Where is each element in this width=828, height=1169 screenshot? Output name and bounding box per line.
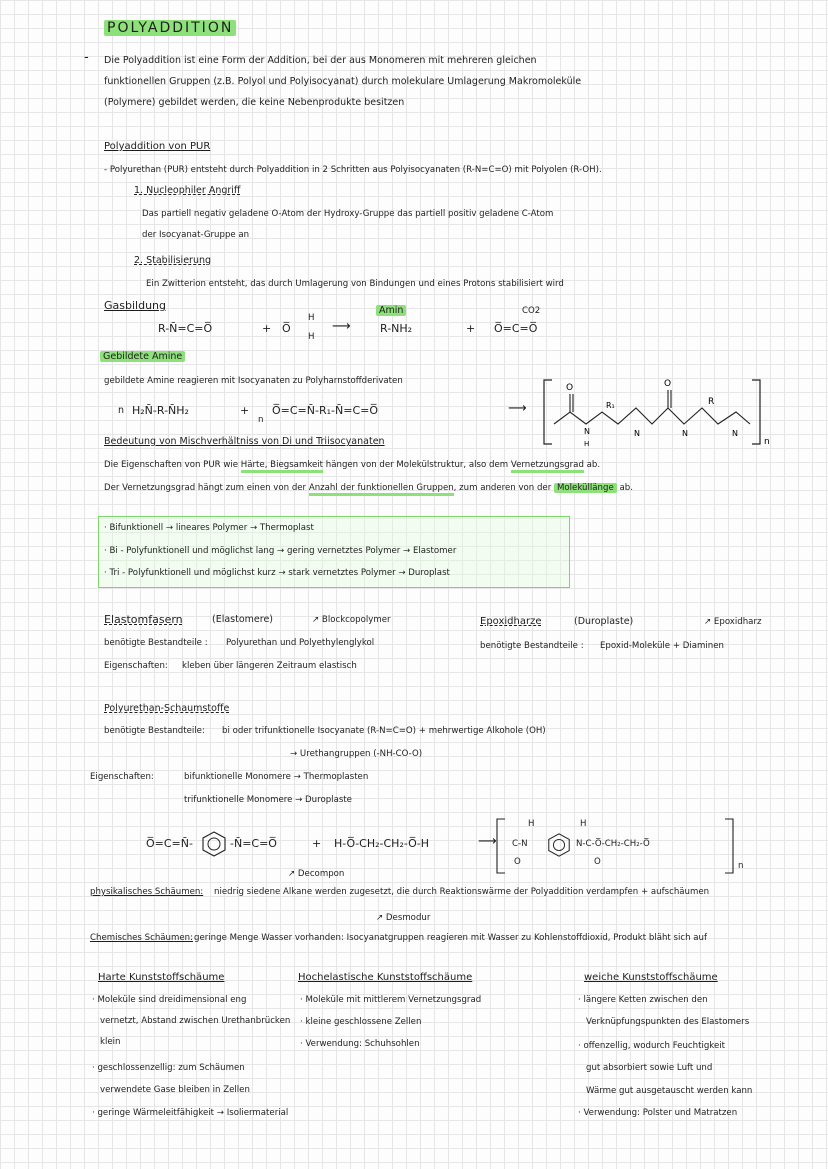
phys-label: physikalisches Schäumen: (90, 887, 204, 897)
elast-text-2: kleben über längeren Zeitraum elastisch (182, 661, 357, 671)
eq3-product-h1: H (528, 819, 535, 829)
pur-step1-line-2: der Isocyanat-Gruppe an (142, 230, 250, 240)
hard-bullet-2-line-2: verwendete Gase bleiben in Zellen (100, 1085, 250, 1095)
benzene-ring-icon-2 (546, 832, 572, 858)
schaum-text-4: trifunktionelle Monomere → Duroplaste (184, 795, 352, 805)
intro-bullet: - (84, 50, 89, 65)
mid-bullet-2: · kleine geschlossene Zellen (300, 1017, 422, 1027)
soft-bullet-1-line-2: Verknüpfungspunkten des Elastomers (586, 1017, 750, 1027)
polyurea-nh-1: N (584, 427, 590, 436)
polyurea-h: H (584, 440, 590, 448)
eq3-arrow: ⟶ (478, 834, 497, 849)
chem-label: Chemisches Schäumen: (90, 933, 193, 943)
meaning-line-2: Der Vernetzungsgrad hängt zum einen von der Anzahl der funktionellen Gruppen, zum anderen von der Moleküllänge ab. (104, 482, 633, 494)
chem-text: geringe Menge Wasser vorhanden: Isocyanatgruppen reagieren mit Wasser zu Kohlenstoffdioxid, Produkt bläht sich auf (194, 933, 708, 943)
gas-eq-h-top: H (308, 313, 315, 323)
eq3-mid: -N̄=C=O̅ (230, 837, 277, 850)
polyurea-bracket-left (544, 380, 552, 444)
product-bracket-left (496, 818, 506, 874)
soft-bullet-3-line-1: · Verwendung: Polster und Matratzen (578, 1108, 738, 1118)
epoxid-heading: Epoxidharze (480, 616, 542, 627)
pur-line-1: - Polyurethan (PUR) entsteht durch Polyaddition in 2 Schritten aus Polyisocyanaten (R-N=C=O) mit Polyolen (R-OH). (104, 165, 602, 175)
eq3-product-chain: N-C-O̅-CH₂-CH₂-O̅ (576, 839, 650, 849)
soft-bullet-2-line-2: gut absorbiert sowie Luft und (586, 1063, 713, 1073)
hard-bullet-1-line-2: vernetzt, Abstand zwischen Urethanbrücken (100, 1016, 291, 1026)
polyurea-o-1: O (566, 383, 574, 393)
eq3-plus: + (312, 837, 322, 850)
elast-paren: (Elastomere) (212, 614, 274, 625)
soft-bullet-2-line-3: Wärme gut ausgetauscht werden kann (586, 1086, 753, 1096)
hard-bullet-1-line-1: · Moleküle sind dreidimensional eng (92, 995, 247, 1005)
amine-eq-left: H₂N̄-R-N̄H₂ (132, 404, 189, 417)
epoxid-arrow-note: ↗ Epoxidharz (704, 617, 762, 627)
elast-label-1: benötigte Bestandteile : (104, 638, 208, 648)
elast-arrow-note: ↗ Blockcopolymer (312, 615, 391, 625)
hard-bullet-1-line-3: klein (100, 1037, 121, 1047)
soft-bullet-1-line-1: · längere Ketten zwischen den (578, 995, 708, 1005)
benzene-ring-icon (200, 830, 228, 858)
schaum-label-3: Eigenschaften: (90, 772, 154, 782)
page-title: POLYADDITION (104, 22, 236, 34)
product-bracket-right (724, 818, 734, 874)
eq3-product-c: C-N (512, 839, 528, 849)
pur-heading: Polyaddition von PUR (104, 141, 211, 152)
hard-bullet-2-line-1: · geschlossenzellig: zum Schäumen (92, 1063, 245, 1073)
schaum-text-3: bifunktionelle Monomere → Thermoplasten (184, 772, 369, 782)
polyurea-bracket-right (752, 380, 760, 444)
eq3-product-h2: H (580, 819, 587, 829)
epoxid-paren: (Duroplaste) (574, 616, 634, 627)
soft-bullet-2-line-1: · offenzellig, wodurch Feuchtigkeit (578, 1041, 725, 1051)
elast-heading: Elastomfasern (104, 613, 183, 626)
eq3-left: O̅=C=N̄- (146, 837, 193, 850)
eq3-product-n: n (738, 861, 744, 871)
eq3-product-o2: O (594, 857, 601, 867)
intro-line-2: funktionellen Gruppen (z.B. Polyol und Polyisocyanat) durch molekulare Umlagerung Makromoleküle (104, 76, 582, 87)
meaning-line-1: Die Eigenschaften von PUR wie Härte, Biegsamkeit hängen von der Molekülstruktur, also dem Vernetzungsgrad ab. (104, 459, 600, 471)
schaum-label-1: benötigte Bestandteile: (104, 726, 205, 736)
polyurea-nh-2: N (634, 429, 640, 438)
gas-eq-plus-1: + (262, 322, 272, 335)
pur-step1-title: 1. Nucleophiler Angriff (134, 185, 241, 196)
mid-bullet-1: · Moleküle mit mittlerem Vernetzungsgrad (300, 995, 482, 1005)
gas-eq-plus-2: + (466, 322, 476, 335)
gas-eq-h-bottom: H (308, 332, 315, 342)
amin-label: Amin (376, 305, 406, 317)
gas-eq-reactant-1: R-N̄=C=O̅ (158, 322, 213, 335)
amine-eq-plus: + (240, 404, 250, 417)
eq3-diol: H-O̅-CH₂-CH₂-O̅-H (334, 837, 430, 850)
eq3-product-o: O (514, 857, 521, 867)
mid-heading: Hochelastische Kunststoffschäume (298, 972, 473, 983)
polyurea-backbone (554, 408, 750, 424)
polyurea-nh-3: N (682, 429, 688, 438)
chem-note: ↗ Desmodur (376, 913, 431, 923)
polyurea-nh-4: N (732, 429, 738, 438)
intro-line-1: Die Polyaddition ist eine Form der Addition, bei der aus Monomeren mit mehreren gleichen (104, 55, 537, 66)
hard-bullet-3-line-1: · geringe Wärmeleitfähigkeit → Isoliermaterial (92, 1108, 289, 1118)
elast-label-2: Eigenschaften: (104, 661, 168, 671)
elast-text-1: Polyurethan und Polyethylenglykol (226, 638, 375, 648)
amine-line-1: gebildete Amine reagieren mit Isocyanaten zu Polyharnstoffderivaten (104, 376, 403, 386)
epoxid-text-1: Epoxid-Moleküle + Diaminen (600, 641, 724, 651)
soft-heading: weiche Kunststoffschäume (584, 972, 718, 983)
polyurea-r1: R₁ (606, 401, 615, 410)
co2-label: CO2 (522, 306, 541, 316)
polyurea-r: R (708, 397, 715, 407)
summary-row-1: · Bifunktionell → lineares Polymer → Thermoplast (104, 523, 314, 533)
amine-eq-right: O̅=C=N̄-R₁-N̄=C=O̅ (272, 404, 378, 417)
intro-line-3: (Polymere) gebildet werden, die keine Nebenprodukte besitzen (104, 97, 405, 108)
meaning-heading: Bedeutung von Mischverhältniss von Di und Triisocyanaten (104, 436, 385, 447)
polyurea-o-2: O (664, 379, 672, 389)
summary-row-3: · Tri - Polyfunktionell und möglichst kurz → stark vernetztes Polymer → Duroplast (104, 568, 450, 578)
amine-eq-arrow: ⟶ (508, 401, 527, 416)
pur-step2-line-1: Ein Zwitterion entsteht, das durch Umlagerung von Bindungen und eines Protons stabilisiert wird (146, 279, 564, 289)
amine-eq-n2: n (258, 415, 264, 425)
gas-heading: Gasbildung (104, 299, 166, 312)
gas-eq-arrow: ⟶ (332, 319, 351, 334)
polyurea-n-subscript: n (764, 437, 770, 447)
gas-eq-product-1: R-NH₂ (380, 322, 413, 335)
epoxid-label-1: benötigte Bestandteile : (480, 641, 584, 651)
gas-eq-product-2: O̅=C=O̅ (494, 322, 538, 335)
pur-step2-title: 2. Stabilisierung (134, 255, 212, 266)
gas-eq-reactant-2: O̅ (282, 322, 291, 335)
hard-heading: Harte Kunststoffschäume (98, 972, 225, 983)
schaum-text-1: bi oder trifunktionelle Isocyanate (R-N=C=O) + mehrwertige Alkohole (OH) (222, 726, 546, 736)
amine-eq-n1: n (118, 405, 125, 416)
amine-heading: Gebildete Amine (100, 351, 185, 363)
phys-text: niedrig siedene Alkane werden zugesetzt, die durch Reaktionswärme der Polyaddition verdampfen + aufschäumen (214, 887, 710, 897)
phys-note: ↗ Decompon (288, 869, 345, 879)
schaum-line-2: → Urethangruppen (-NH-CO-O) (290, 749, 423, 759)
mid-bullet-3: · Verwendung: Schuhsohlen (300, 1039, 420, 1049)
polyurea-structure (540, 372, 780, 452)
schaum-heading: Polyurethan-Schaumstoffe (104, 703, 230, 714)
summary-row-2: · Bi - Polyfunktionell und möglichst lang → gering vernetztes Polymer → Elastomer (104, 546, 457, 556)
pur-step1-line-1: Das partiell negativ geladene O-Atom der Hydroxy-Gruppe das partiell positiv geladene C-Atom (142, 209, 554, 219)
